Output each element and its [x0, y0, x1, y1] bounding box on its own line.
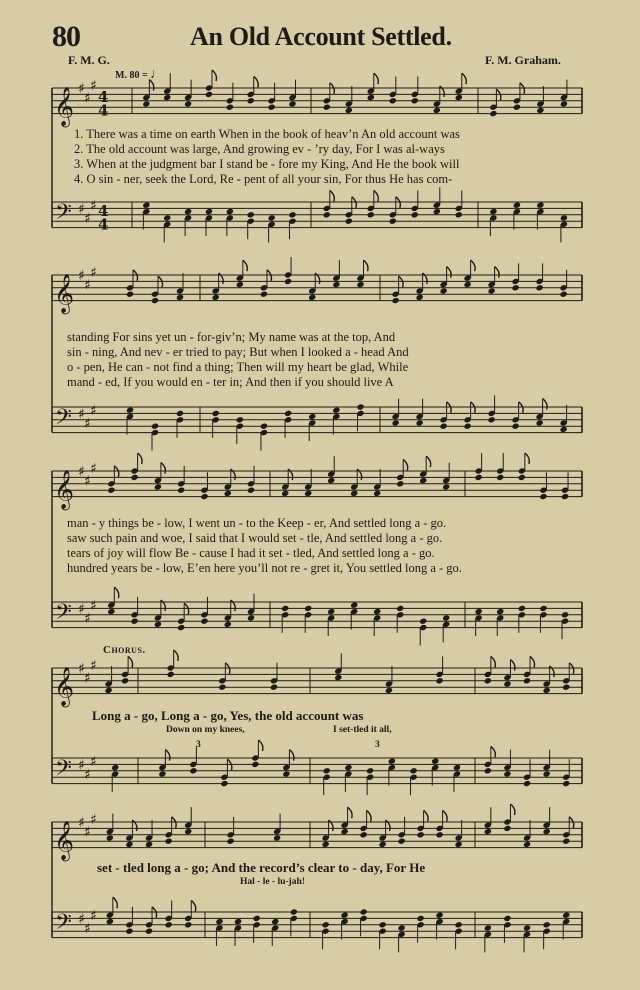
note-head	[398, 838, 406, 845]
sharp-sign: ♯	[90, 657, 97, 674]
note-flag	[403, 459, 408, 470]
note-head	[455, 921, 463, 928]
note-head	[105, 687, 113, 694]
note-head	[126, 291, 134, 298]
sharp-sign: ♯	[78, 757, 85, 774]
tempo-marking: M. 80 = ♩	[115, 66, 164, 81]
note-head	[163, 94, 171, 101]
note-head	[341, 912, 349, 919]
note-head	[344, 764, 352, 771]
chorus-bass-echo-1: Down on my knees,	[166, 725, 245, 735]
note-head	[227, 838, 235, 845]
note-head	[379, 841, 387, 848]
verse-2-line-1: 2. The old account was large, And growing ev - ’ry day, For I was al-ways	[74, 142, 445, 156]
note-head	[226, 208, 234, 215]
sharp-sign: ♯	[90, 77, 97, 94]
note-head	[284, 278, 292, 285]
note-head	[513, 104, 521, 111]
note-head	[489, 208, 497, 215]
note-head	[379, 921, 387, 928]
note-head	[475, 474, 483, 481]
note-head	[433, 107, 441, 114]
note-head	[484, 677, 492, 684]
note-head	[151, 423, 159, 430]
chorus-line-2: set - tled long a - go; And the record’s clear to - day, For He	[97, 860, 426, 875]
note-head	[543, 770, 551, 777]
note-head	[561, 493, 569, 500]
note-head	[360, 831, 368, 838]
note-head	[442, 614, 450, 621]
chorus-line-1: Long a - go, Long a - go, Yes, the old account was	[92, 708, 364, 723]
chorus-bass-echo-2: I set-tled it all,	[333, 725, 392, 735]
note-head	[308, 294, 316, 301]
note-flag	[491, 656, 496, 667]
note-flag	[191, 900, 196, 911]
note-head	[518, 474, 526, 481]
note-head	[389, 97, 397, 104]
note-head	[142, 100, 150, 107]
sharp-sign: ♯	[78, 268, 85, 284]
note-head	[281, 490, 289, 497]
note-flag	[510, 804, 515, 815]
note-head	[332, 407, 340, 414]
bass-clef: 𝄢	[55, 756, 72, 787]
note-head	[536, 202, 544, 209]
note-head	[205, 208, 213, 215]
note-head	[416, 419, 424, 426]
note-head	[270, 684, 278, 691]
sharp-sign: ♯	[84, 473, 91, 490]
note-head	[290, 908, 298, 915]
hymn-title: An Old Account Settled.	[190, 22, 452, 51]
note-head	[226, 104, 234, 111]
note-head	[260, 423, 268, 430]
note-head	[177, 487, 185, 494]
note-head	[224, 621, 232, 628]
note-head	[176, 294, 184, 301]
verse-3-line-3: tears of joy will flow Be - cause I had it set - tled, And settled long a - go.	[67, 546, 435, 560]
note-flag	[426, 456, 431, 467]
note-head	[184, 828, 192, 835]
note-head	[350, 602, 358, 609]
note-head	[107, 487, 115, 494]
treble-clef: 𝄞	[54, 469, 75, 510]
note-head	[165, 921, 173, 928]
note-head	[163, 214, 171, 221]
sharp-sign: ♯	[90, 598, 97, 615]
note-flag	[113, 897, 118, 908]
note-head	[392, 419, 400, 426]
verse-4-line-3: hundred years be - low, E’en here you’ll not re - gret it, You settled long a - go.	[67, 561, 462, 575]
note-head	[224, 490, 232, 497]
note-head	[539, 605, 547, 612]
sharp-sign: ♯	[78, 661, 85, 677]
note-head	[184, 100, 192, 107]
sharp-sign: ♯	[90, 403, 97, 420]
note-head	[562, 912, 570, 919]
note-head	[332, 281, 340, 288]
note-head	[327, 477, 335, 484]
composer-credit: F. M. Graham.	[485, 53, 561, 67]
note-flag	[491, 746, 496, 757]
note-head	[158, 770, 166, 777]
note-head	[212, 410, 220, 417]
note-head	[536, 284, 544, 291]
note-head	[484, 767, 492, 774]
note-head	[189, 767, 197, 774]
verse-1-line-1: 1. There was a time on earth When in the book of heav’n An old account was	[74, 127, 460, 141]
time-signature-top: 4	[98, 87, 109, 106]
note-head	[560, 291, 568, 298]
note-flag	[243, 260, 248, 271]
note-head	[288, 100, 296, 107]
note-head	[523, 677, 531, 684]
note-flag	[174, 650, 179, 661]
note-head	[455, 94, 463, 101]
note-head	[268, 214, 276, 221]
note-head	[436, 912, 444, 919]
note-head	[560, 100, 568, 107]
sharp-sign: ♯	[84, 211, 91, 227]
note-flag	[258, 740, 263, 751]
note-head	[431, 758, 439, 765]
note-head	[350, 490, 358, 497]
note-head	[304, 605, 312, 612]
note-head	[417, 831, 425, 838]
treble-clef: 𝄞	[54, 820, 75, 861]
sharp-sign: ♯	[78, 815, 85, 831]
note-flag	[543, 399, 548, 410]
note-head	[107, 608, 115, 615]
note-head	[142, 202, 150, 209]
sharp-sign: ♯	[84, 277, 91, 294]
note-head	[218, 684, 226, 691]
note-head	[247, 97, 255, 104]
note-head	[334, 674, 342, 681]
sharp-sign: ♯	[90, 908, 97, 925]
sharp-sign: ♯	[84, 611, 91, 627]
triplet-mark-2: 3	[375, 740, 380, 750]
note-head	[220, 780, 228, 787]
note-head	[543, 687, 551, 694]
note-flag	[510, 660, 515, 671]
note-head	[215, 918, 223, 925]
note-flag	[348, 807, 353, 818]
lyricist-credit: F. M. G.	[68, 53, 110, 67]
note-head	[131, 474, 139, 481]
note-head	[523, 780, 531, 787]
note-head	[367, 94, 375, 101]
chorus-bass-echo-3: Hal - le - lu-jah!	[240, 877, 305, 887]
hymn-number: 80	[52, 20, 80, 53]
note-head	[433, 208, 441, 215]
sharp-sign: ♯	[84, 921, 91, 937]
note-head	[496, 474, 504, 481]
sharp-sign: ♯	[84, 670, 91, 687]
note-head	[154, 621, 162, 628]
note-head	[539, 493, 547, 500]
note-flag	[367, 810, 372, 821]
bass-clef: 𝄢	[55, 910, 72, 941]
sharp-sign: ♯	[90, 460, 97, 477]
note-head	[496, 608, 504, 615]
note-head	[512, 284, 520, 291]
note-head	[455, 841, 463, 848]
note-flag	[462, 73, 467, 84]
verse-1-line-3: man - y things be - low, I went un - to the Keep - er, And settled long a - go.	[67, 516, 447, 530]
note-head	[184, 208, 192, 215]
note-head	[409, 767, 417, 774]
note-head	[323, 104, 331, 111]
note-head	[561, 611, 569, 618]
note-flag	[471, 260, 476, 271]
note-head	[396, 480, 404, 487]
note-head	[475, 608, 483, 615]
note-head	[125, 928, 133, 935]
note-head	[560, 214, 568, 221]
note-head	[212, 294, 220, 301]
note-head	[111, 764, 119, 771]
verse-1-line-2: standing For sins yet un - for-giv’n; My name was at the top, And	[67, 330, 396, 344]
sharp-sign: ♯	[78, 911, 85, 928]
note-head	[464, 423, 472, 430]
note-flag	[161, 463, 166, 474]
triplet-mark-1: 3	[196, 740, 201, 750]
note-head	[360, 908, 368, 915]
note-head	[253, 915, 261, 922]
sharp-sign: ♯	[78, 406, 85, 423]
note-head	[345, 218, 353, 225]
note-head	[271, 918, 279, 925]
note-head	[385, 687, 393, 694]
note-head	[247, 211, 255, 218]
time-signature-bottom: 4	[98, 215, 109, 234]
note-head	[416, 294, 424, 301]
note-flag	[138, 453, 143, 464]
note-head	[284, 410, 292, 417]
verse-3-line-2: o - pen, He can - not find a thing; Then will my heart be glad, While	[67, 360, 409, 374]
sharp-sign: ♯	[90, 754, 97, 771]
verse-2-line-2: sin - ning, And nev - er tried to pay; But when I looked a - head And	[67, 345, 409, 359]
note-head	[392, 297, 400, 304]
verse-4-line-1: 4. O sin - ner, seek the Lord, Re - pent of all your sin, For thus He has com-	[74, 172, 453, 186]
note-head	[205, 91, 213, 98]
note-flag	[212, 70, 217, 81]
note-head	[518, 605, 526, 612]
note-head	[273, 834, 281, 841]
note-head	[106, 918, 114, 925]
note-head	[304, 490, 312, 497]
note-head	[151, 297, 159, 304]
note-head	[125, 841, 133, 848]
sharp-sign: ♯	[90, 264, 97, 281]
note-head	[503, 680, 511, 687]
note-head	[503, 770, 511, 777]
time-signature-bottom: 4	[98, 101, 109, 120]
note-head	[419, 477, 427, 484]
note-head	[536, 419, 544, 426]
note-head	[366, 767, 374, 774]
bass-clef: 𝄢	[55, 405, 72, 436]
note-head	[236, 281, 244, 288]
note-head	[560, 426, 568, 433]
note-head	[440, 423, 448, 430]
note-head	[464, 281, 472, 288]
bass-clef: 𝄢	[55, 200, 72, 231]
note-flag	[254, 76, 259, 87]
note-head	[177, 624, 185, 631]
note-head	[536, 107, 544, 114]
note-head	[488, 287, 496, 294]
note-head	[396, 605, 404, 612]
note-head	[251, 761, 259, 768]
note-head	[145, 841, 153, 848]
note-head	[260, 291, 268, 298]
note-head	[131, 618, 139, 625]
treble-clef: 𝄞	[54, 86, 75, 127]
note-head	[442, 483, 450, 490]
note-head	[503, 915, 511, 922]
note-head	[200, 493, 208, 500]
note-flag	[114, 587, 119, 598]
sharp-sign: ♯	[78, 464, 85, 480]
note-head	[356, 281, 364, 288]
note-head	[167, 671, 175, 678]
note-head	[455, 211, 463, 218]
note-flag	[447, 267, 452, 278]
note-head	[322, 841, 330, 848]
note-head	[436, 831, 444, 838]
note-head	[484, 924, 492, 931]
note-head	[523, 841, 531, 848]
sharp-sign: ♯	[84, 767, 91, 783]
note-head	[373, 608, 381, 615]
note-flag	[443, 810, 448, 821]
verse-3-line-1: 3. When at the judgment bar I stand be - fore my King, And He the book will	[74, 157, 460, 171]
note-head	[323, 211, 331, 218]
sharp-sign: ♯	[84, 824, 91, 841]
sharp-sign: ♯	[84, 416, 91, 432]
note-flag	[165, 750, 170, 761]
note-head	[247, 487, 255, 494]
note-flag	[374, 190, 379, 201]
note-head	[562, 838, 570, 845]
note-head	[489, 110, 497, 117]
note-flag	[330, 190, 335, 201]
note-head	[523, 924, 531, 931]
treble-clef: 𝄞	[54, 273, 75, 314]
sharp-sign: ♯	[78, 601, 85, 618]
note-flag	[128, 656, 133, 667]
note-head	[323, 767, 331, 774]
verse-2-line-3: saw such pain and woe, I said that I would set - tle, And settled long a - go.	[67, 531, 443, 545]
note-flag	[495, 267, 500, 278]
verse-4-line-2: mand - ed, If you would en - ter in; And then if you should live A	[67, 375, 394, 389]
note-head	[543, 828, 551, 835]
note-head	[411, 211, 419, 218]
note-head	[308, 413, 316, 420]
note-flag	[289, 750, 294, 761]
note-head	[411, 97, 419, 104]
note-head	[341, 828, 349, 835]
note-head	[513, 202, 521, 209]
note-head	[106, 834, 114, 841]
note-head	[356, 403, 364, 410]
note-flag	[149, 80, 154, 91]
note-head	[417, 915, 425, 922]
note-head	[121, 677, 129, 684]
note-head	[543, 921, 551, 928]
note-head	[200, 618, 208, 625]
note-head	[234, 918, 242, 925]
note-head	[389, 218, 397, 225]
time-signature-top: 4	[98, 201, 109, 220]
note-head	[488, 416, 496, 423]
note-head	[345, 107, 353, 114]
note-flag	[374, 73, 379, 84]
note-head	[247, 614, 255, 621]
note-flag	[525, 453, 530, 464]
note-head	[484, 828, 492, 835]
note-flag	[530, 656, 535, 667]
note-head	[145, 928, 153, 935]
sharp-sign: ♯	[78, 201, 85, 218]
note-head	[176, 410, 184, 417]
note-head	[282, 770, 290, 777]
chorus-label: Chorus.	[103, 644, 146, 656]
note-head	[322, 921, 330, 928]
note-flag	[424, 810, 429, 821]
note-head	[436, 677, 444, 684]
sharp-sign: ♯	[90, 198, 97, 215]
note-head	[453, 764, 461, 771]
note-head	[419, 618, 427, 625]
note-head	[512, 423, 520, 430]
note-head	[440, 287, 448, 294]
note-head	[503, 825, 511, 832]
note-head	[373, 490, 381, 497]
note-head	[288, 211, 296, 218]
bass-clef: 𝄢	[55, 600, 72, 631]
note-head	[281, 605, 289, 612]
note-head	[562, 684, 570, 691]
note-head	[268, 104, 276, 111]
note-head	[327, 608, 335, 615]
note-head	[236, 416, 244, 423]
sharp-sign: ♯	[78, 81, 85, 97]
treble-clef: 𝄞	[54, 666, 75, 707]
note-head	[367, 211, 375, 218]
note-head	[165, 838, 173, 845]
note-head	[126, 407, 134, 414]
note-head	[562, 780, 570, 787]
sharp-sign: ♯	[90, 811, 97, 828]
note-head	[388, 758, 396, 765]
note-head	[154, 483, 162, 490]
sharp-sign: ♯	[84, 90, 91, 107]
note-flag	[364, 260, 369, 271]
note-head	[184, 921, 192, 928]
note-head	[398, 924, 406, 931]
